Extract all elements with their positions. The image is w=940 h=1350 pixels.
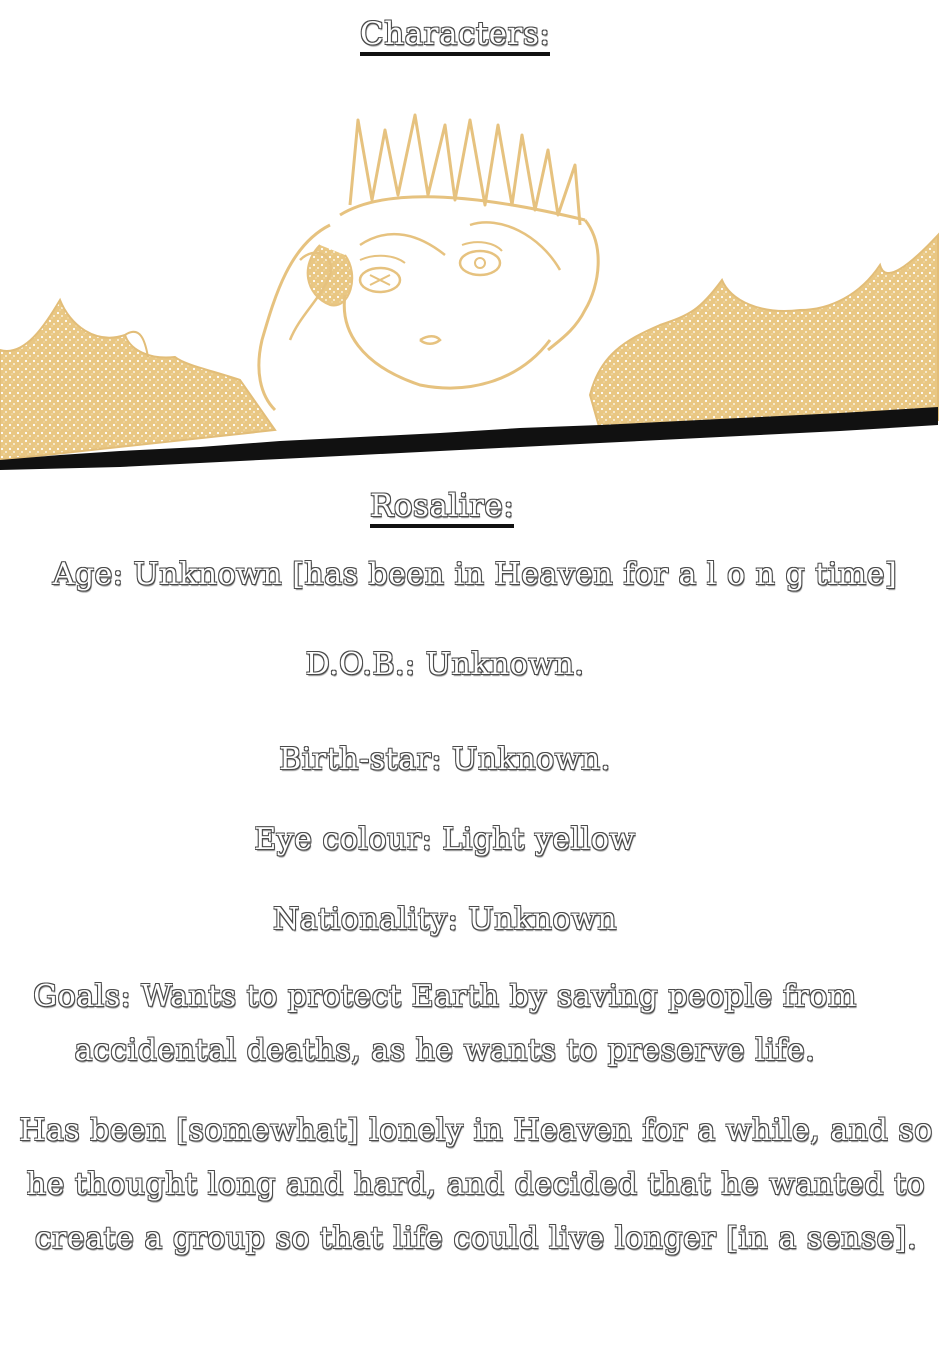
- character-name: Rosalire:: [370, 490, 514, 528]
- bio-line-3: create a group so that life could live longer [in a sense].: [34, 1221, 918, 1256]
- dob-field: D.O.B.: Unknown.: [305, 647, 585, 682]
- eye-colour-field: Eye colour: Light yellow: [254, 822, 636, 857]
- birth-star-field: Birth-star: Unknown.: [279, 742, 611, 777]
- age-field: Age: Unknown [has been in Heaven for a l o n g time]: [52, 557, 898, 592]
- nationality-field: Nationality: Unknown: [272, 902, 618, 937]
- bio-line-2: he thought long and hard, and decided that he wanted to: [26, 1167, 926, 1202]
- goals-line-1: Goals: Wants to protect Earth by saving people from: [33, 979, 857, 1014]
- goals-line-2: accidental deaths, as he wants to preserve life.: [74, 1033, 816, 1068]
- crowned-figure-drawing-icon: [0, 95, 940, 470]
- bio-line-1: Has been [somewhat] lonely in Heaven for a while, and so: [19, 1113, 933, 1148]
- page-title: Characters:: [360, 18, 550, 56]
